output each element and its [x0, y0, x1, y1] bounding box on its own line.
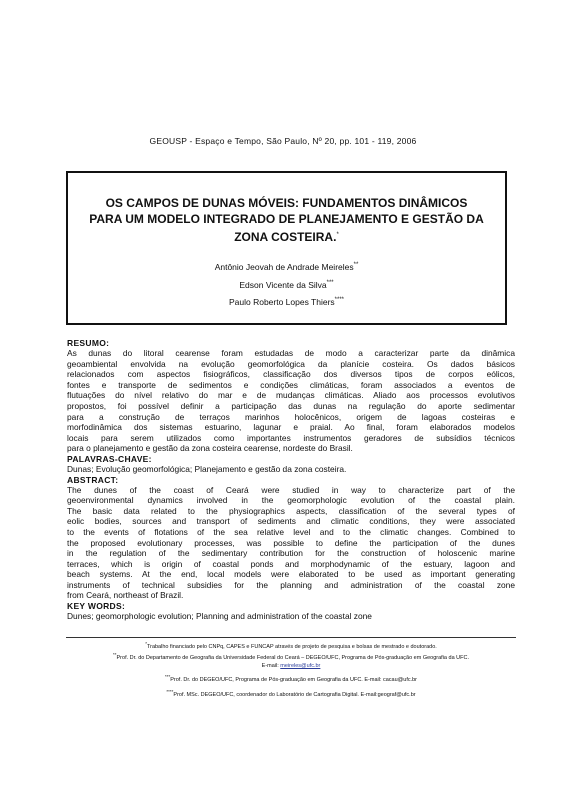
- author-name: Edson Vicente da Silva: [239, 280, 327, 290]
- title-line-2: PARA UM MODELO INTEGRADO DE PLANEJAMENTO E GESTÃO DA: [89, 212, 484, 226]
- key-words-heading: KEY WORDS:: [67, 601, 126, 612]
- footnote-text: Trabalho financiado pelo CNPq, CAPES e FUNCAP através de projeto de pesquisa e bolsas de mestrado e doutorado.: [146, 643, 437, 650]
- abstract-line: from Ceará, northeast of Brazil.: [67, 590, 184, 601]
- footnote-mark: **: [113, 652, 117, 658]
- footnote-mark: *: [145, 641, 147, 646]
- abstract-line: terraces, which is origin of coastal ponds and morphodynamic of the estuary, lagoon and: [67, 558, 515, 569]
- palavras-chave-text: Dunas; Evolução geomorfológica; Planejamento e gestão da zona costeira.: [67, 463, 347, 474]
- abstract-line: the proposed evolutionary processes, was possible to define the participation of the dunes: [67, 537, 515, 548]
- title-box: [66, 171, 507, 325]
- resumo-heading: RESUMO:: [67, 338, 110, 348]
- abstract-line: The dunes of the coast of Ceará were studied in way to characterize part of the: [67, 484, 515, 495]
- footnote-1: [66, 640, 516, 651]
- email-link[interactable]: meireles@ufc.br: [280, 662, 321, 669]
- footnote-2-email: [66, 663, 516, 671]
- abstract-line: eolic bodies, sources and transport of sediments and climatic conditions, they were associated: [67, 516, 515, 527]
- footnote-4: [66, 688, 516, 699]
- author-mark: ***: [326, 280, 334, 287]
- abstract-line: The basic data related to the physiographics aspects, classification of the several types of: [67, 505, 515, 516]
- resumo-line: As dunas do litoral cearense foram estudadas de modo a caracterizar parte da dinâmica: [67, 348, 515, 358]
- title-footnote-mark: *: [336, 232, 339, 238]
- abstract-line: in the regulation of the sedimentary contribution for the construction of holoscenic marine: [67, 548, 515, 559]
- abstract-heading: ABSTRACT:: [67, 474, 119, 485]
- footnote-text: Prof. Dr. do DEGEO/UFC, Programa de Pós-graduação em Geografia da UFC. E-mail: cacau@ufc.br: [170, 677, 418, 684]
- resumo-line: para o planejamento e gestão da zona costeira cearense, nordeste do Brasil.: [67, 443, 353, 454]
- author-1: [68, 262, 505, 272]
- resumo-line: relacionados com aspectos fisiográficos, classificação dos diversos tipos de corpos eólicos,: [67, 369, 515, 380]
- author-3: [68, 297, 505, 307]
- resumo-line: propostos, foi possível definir a participação das dunas na regulação do aporte sedimentar: [67, 400, 515, 411]
- resumo-line: geoambiental envolvida na evolução geomorfológica da planície costeira. Os dados básicos: [67, 358, 515, 369]
- paper-title: [68, 195, 505, 245]
- resumo-line: flutuações do nível relativo do mar e de mudanças climáticas. Aliado aos processos evolutivos: [67, 390, 515, 401]
- footnote-text: Prof. Dr. do Departamento de Geografia da Universidade Federal do Ceará – DEGEO/UFC, Programa de Pós-graduação em Geografia da UFC.: [116, 655, 469, 662]
- abstract-line: instruments of technical subsidies for the planning and administration of the coastal zone: [67, 579, 515, 590]
- journal-header: GEOUSP - Espaço e Tempo, São Paulo, Nº 20, pp. 101 - 119, 2006: [149, 136, 417, 146]
- footnote-mark: ****: [166, 688, 174, 694]
- abstract-line: beach systems. At the end, local models were elaborated to be used as important generating: [67, 569, 515, 580]
- resumo-line: locais para serem utilizados como importantes instrumentos geradores de subsídios técnicos: [67, 432, 515, 443]
- abstract-text: [67, 485, 515, 602]
- footnotes: [66, 640, 516, 699]
- palavras-chave-heading: PALAVRAS-CHAVE:: [67, 453, 152, 464]
- resumo-line: fontes e transporte de sedimentos e condições climáticas, foram associados a eventos de: [67, 379, 515, 390]
- resumo-line: para a construção de terraços marinhos holocênicos, origem de lagoas costeiras e: [67, 411, 515, 422]
- author-2: [68, 280, 505, 290]
- resumo-text: [67, 348, 515, 454]
- key-words-text: Dunes; geomorphologic evolution; Planning and administration of the coastal zone: [67, 611, 372, 622]
- resumo-section: [67, 338, 515, 622]
- footnote-text: Prof. MSc. DEGEO/UFC, coordenador do Laboratório de Cartografia Digital. E-mail:geograf@ufc.br: [173, 691, 416, 698]
- resumo-line: morfodinâmica dos sistemas estuarino, lagunar e praial. Ao final, foram elaborados modelos: [67, 422, 515, 433]
- footnote-mark: ***: [164, 674, 171, 680]
- abstract-line: to the events of flotations of the sea relative level and to the climatic changes. Combined to: [67, 526, 515, 537]
- footnote-2: [66, 651, 516, 662]
- footnote-divider: [66, 637, 516, 638]
- author-name: Antônio Jeovah de Andrade Meireles: [214, 262, 354, 272]
- author-mark: ****: [334, 297, 345, 304]
- title-line-1: OS CAMPOS DE DUNAS MÓVEIS: FUNDAMENTOS DINÂMICOS: [105, 196, 468, 210]
- author-name: Paulo Roberto Lopes Thiers: [228, 297, 335, 307]
- abstract-line: geoenvironmental dynamics involved in the geomorphologic evolution of the coastal plain.: [67, 495, 515, 506]
- author-mark: **: [353, 262, 359, 269]
- email-label: E-mail:: [261, 662, 279, 669]
- footnote-3: [66, 673, 516, 684]
- title-line-3: ZONA COSTEIRA.: [234, 230, 337, 244]
